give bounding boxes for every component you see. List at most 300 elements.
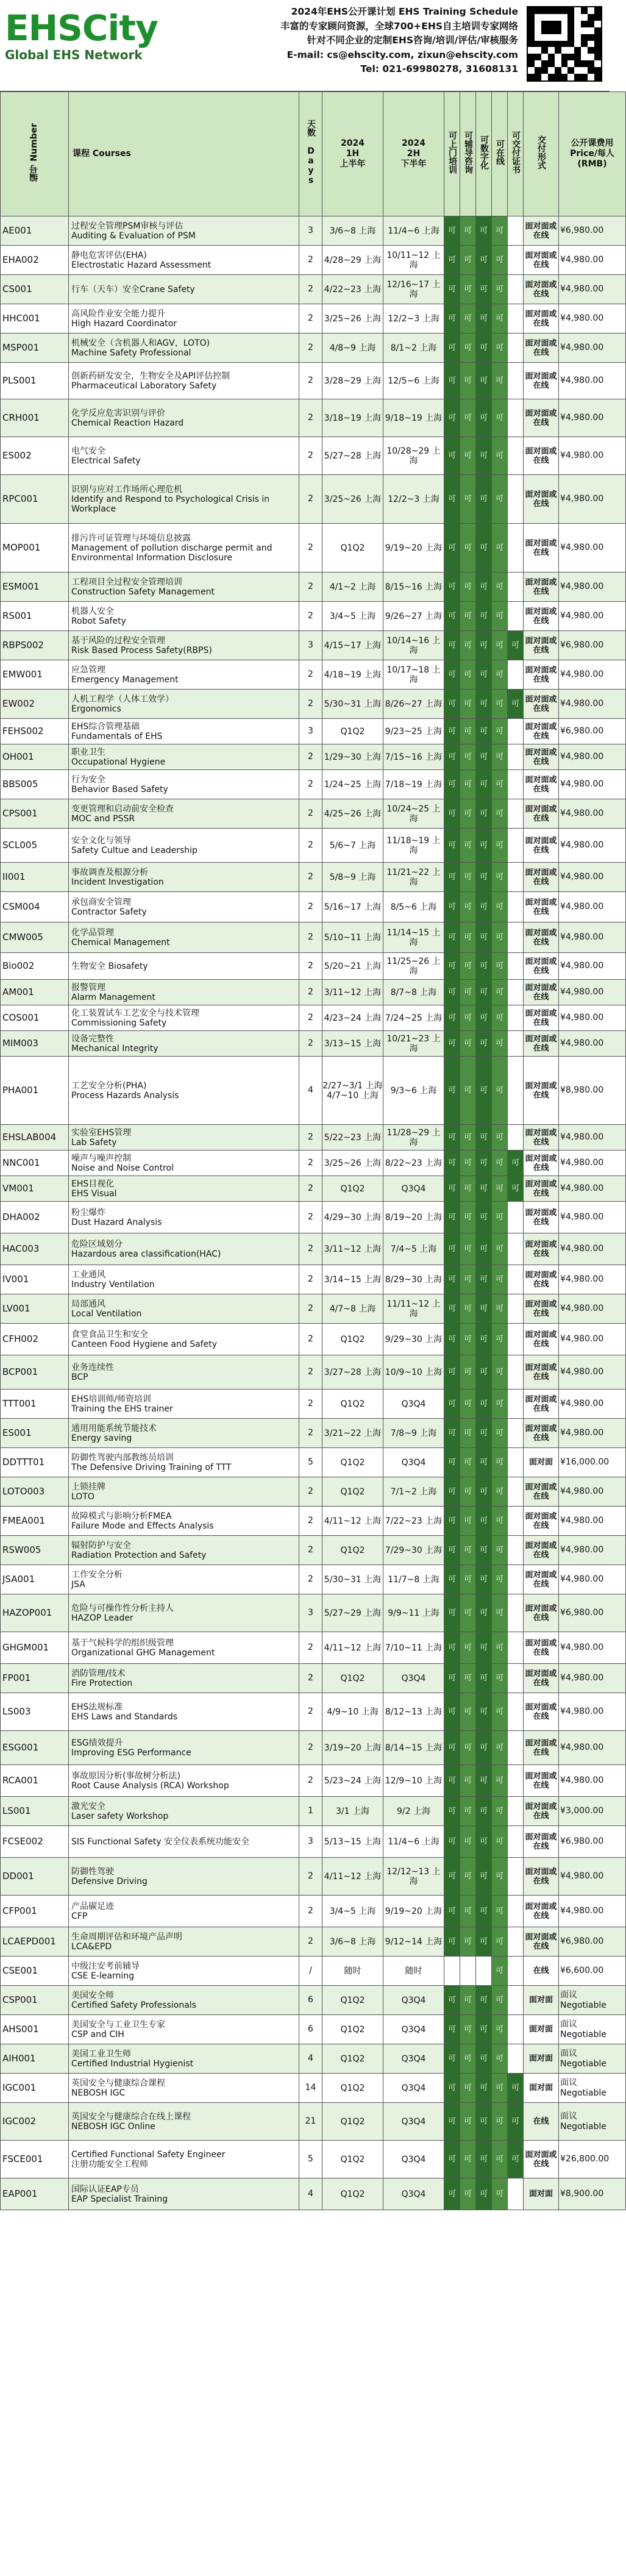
course-code: CS001 <box>1 275 69 304</box>
schedule-2h: 7/24~25 上海 <box>383 1005 444 1031</box>
course-name-en: EHS Laws and Standards <box>71 1711 178 1722</box>
delivery-mode: 面对面或在线 <box>524 275 559 304</box>
course-price: ¥6,600.00 <box>559 1957 626 1986</box>
course-name-cn: 工程项目全过程安全管理培训 <box>71 577 182 587</box>
flag-online: 可 <box>492 1664 508 1693</box>
flag-online: 可 <box>492 1594 508 1632</box>
course-price: ¥4,980.00 <box>559 304 626 334</box>
schedule-2h: 10/21~23 上海 <box>383 1031 444 1057</box>
flag-digital: 可 <box>476 1390 492 1419</box>
flag-digital: 可 <box>476 573 492 602</box>
flag-certificate <box>508 980 524 1005</box>
schedule-title: 2024年EHS公开课计划 EHS Training Schedule <box>291 6 518 17</box>
schedule-1h: Q1Q2 <box>322 524 383 573</box>
flag-online: 可 <box>492 2074 508 2103</box>
flag-consulting: 可 <box>460 922 476 953</box>
course-days: 14 <box>299 2074 322 2103</box>
flag-onsite: 可 <box>444 1355 460 1390</box>
col-header-digital: 可数字化 <box>476 92 492 216</box>
schedule-1h: 5/20~21 上海 <box>322 953 383 980</box>
flag-online: 可 <box>492 275 508 304</box>
flag-digital: 可 <box>476 1419 492 1448</box>
course-days: 2 <box>299 1176 322 1202</box>
course-name-cn: 产品碳足迹 <box>71 1901 114 1911</box>
course-name-en: Fire Protection <box>71 1678 133 1688</box>
course-days: 2 <box>299 829 322 863</box>
schedule-2h: Q3Q4 <box>383 1448 444 1477</box>
flag-consulting: 可 <box>460 437 476 475</box>
flag-digital: 可 <box>476 953 492 980</box>
flag-digital: 可 <box>476 1797 492 1826</box>
course-name-cn: 英国安全与健康综合课程 <box>71 2078 165 2088</box>
course-name-en: Emergency Management <box>71 674 179 685</box>
course-code: RS001 <box>1 602 69 631</box>
course-price: ¥16,000.00 <box>559 1448 626 1477</box>
schedule-1h: 3/25~26 上海 <box>322 304 383 334</box>
flag-consulting: 可 <box>460 475 476 524</box>
flag-digital: 可 <box>476 1324 492 1355</box>
schedule-1h: Q1Q2 <box>322 1664 383 1693</box>
flag-digital: 可 <box>476 1355 492 1390</box>
table-row <box>1 573 626 602</box>
course-days: 2 <box>299 744 322 770</box>
course-days: 21 <box>299 2103 322 2141</box>
schedule-1h: 5/10~11 上海 <box>322 922 383 953</box>
course-code: IV001 <box>1 1265 69 1294</box>
schedule-1h: Q1Q2 <box>322 2015 383 2044</box>
flag-consulting: 可 <box>460 216 476 246</box>
schedule-1h: 4/7~8 上海 <box>322 1294 383 1324</box>
delivery-mode: 面对面或在线 <box>524 334 559 363</box>
course-code: GHGM001 <box>1 1632 69 1664</box>
schedule-2h: 10/14~16 上海 <box>383 631 444 660</box>
course-code: DDTTT01 <box>1 1448 69 1477</box>
course-name-cn: 职业卫生 <box>71 747 105 757</box>
delivery-mode: 面对面或在线 <box>524 1294 559 1324</box>
course-name-cn: 英国安全与健康综合在线上课程 <box>71 2111 191 2122</box>
schedule-1h: 3/6~8 上海 <box>322 216 383 246</box>
flag-certificate <box>508 1233 524 1265</box>
logo-subtitle: Global EHS Network <box>5 48 143 62</box>
course-code: BCP001 <box>1 1355 69 1390</box>
course-name <box>69 1448 299 1477</box>
delivery-mode: 面对面或在线 <box>524 1477 559 1507</box>
delivery-mode: 面对面或在线 <box>524 719 559 744</box>
course-name-en: Occupational Hygiene <box>71 757 166 767</box>
flag-onsite: 可 <box>444 2103 460 2141</box>
col-header-delivery: 交付形式 <box>524 92 559 216</box>
flag-consulting: 可 <box>460 1986 476 2015</box>
course-name-en: EAP Specialist Training <box>71 2194 168 2204</box>
flag-online: 可 <box>492 1957 508 1986</box>
flag-online: 可 <box>492 1057 508 1125</box>
flag-onsite: 可 <box>444 1536 460 1565</box>
flag-online: 可 <box>492 719 508 744</box>
flag-consulting: 可 <box>460 573 476 602</box>
course-name-en: Construction Safety Management <box>71 587 215 597</box>
course-days: 2 <box>299 1031 322 1057</box>
table-row <box>1 275 626 304</box>
flag-onsite: 可 <box>444 2044 460 2074</box>
flag-online: 可 <box>492 863 508 892</box>
course-name-cn: Certified Functional Safety Engineer <box>71 2149 226 2160</box>
flag-onsite: 可 <box>444 980 460 1005</box>
table-row <box>1 246 626 275</box>
delivery-mode: 面对面或在线 <box>524 770 559 799</box>
flag-digital: 可 <box>476 1057 492 1125</box>
course-price: ¥8,980.00 <box>559 1057 626 1125</box>
course-code: FEHS002 <box>1 719 69 744</box>
course-name-en: NEBOSH IGC Online <box>71 2121 155 2132</box>
course-name <box>69 631 299 660</box>
schedule-2h: 11/14~15 上海 <box>383 922 444 953</box>
flag-onsite: 可 <box>444 216 460 246</box>
flag-consulting: 可 <box>460 829 476 863</box>
table-row <box>1 1826 626 1858</box>
course-price: 面议 Negotiable <box>559 2015 626 2044</box>
course-name <box>69 363 299 399</box>
flag-digital: 可 <box>476 1233 492 1265</box>
schedule-2h: 10/24~25 上海 <box>383 799 444 829</box>
schedule-2h: Q3Q4 <box>383 1390 444 1419</box>
table-row <box>1 2103 626 2141</box>
course-name <box>69 1986 299 2015</box>
table-row <box>1 1005 626 1031</box>
flag-online: 可 <box>492 399 508 437</box>
flag-onsite: 可 <box>444 2141 460 2178</box>
flag-onsite: 可 <box>444 1927 460 1957</box>
course-name <box>69 770 299 799</box>
table-row <box>1 922 626 953</box>
course-name <box>69 1005 299 1031</box>
schedule-2h: 8/26~27 上海 <box>383 690 444 719</box>
course-name-cn: 安全文化与领导 <box>71 835 131 846</box>
course-code: AE001 <box>1 216 69 246</box>
course-days: 4 <box>299 2044 322 2074</box>
course-price: ¥4,980.00 <box>559 573 626 602</box>
course-price: ¥4,980.00 <box>559 275 626 304</box>
schedule-2h: 7/15~16 上海 <box>383 744 444 770</box>
course-price: ¥4,980.00 <box>559 922 626 953</box>
flag-digital: 可 <box>476 1664 492 1693</box>
table-row <box>1 829 626 863</box>
course-name-cn: 生物安全 Biosafety <box>71 961 148 971</box>
schedule-1h: 5/8~9 上海 <box>322 863 383 892</box>
col-header-days: 天数 Days <box>299 92 322 216</box>
flag-digital: 可 <box>476 1565 492 1594</box>
course-name <box>69 1565 299 1594</box>
course-name-cn: 识别与应对工作场所心理危机 <box>71 484 182 494</box>
schedule-1h: 3/25~26 上海 <box>322 475 383 524</box>
flag-certificate <box>508 1536 524 1565</box>
course-name-cn: 设备完整性 <box>71 1033 114 1044</box>
course-name <box>69 1419 299 1448</box>
table-row <box>1 1151 626 1176</box>
course-price: ¥4,980.00 <box>559 1632 626 1664</box>
flag-online: 可 <box>492 953 508 980</box>
schedule-2h: 7/29~30 上海 <box>383 1536 444 1565</box>
delivery-mode: 面对面或在线 <box>524 363 559 399</box>
course-name-cn: 美国工业卫生师 <box>71 2049 131 2059</box>
flag-online: 可 <box>492 1176 508 1202</box>
flag-onsite: 可 <box>444 1057 460 1125</box>
flag-onsite: 可 <box>444 892 460 922</box>
flag-digital: 可 <box>476 719 492 744</box>
course-days: 3 <box>299 1594 322 1632</box>
delivery-mode: 面对面或在线 <box>524 1125 559 1151</box>
flag-consulting: 可 <box>460 1294 476 1324</box>
course-name-en: Contractor Safety <box>71 907 147 917</box>
schedule-1h: 4/8~9 上海 <box>322 334 383 363</box>
schedule-1h: 3/4~5 上海 <box>322 602 383 631</box>
course-price: ¥4,980.00 <box>559 953 626 980</box>
flag-consulting: 可 <box>460 1858 476 1896</box>
course-name <box>69 980 299 1005</box>
course-price: ¥6,980.00 <box>559 719 626 744</box>
course-price: ¥4,980.00 <box>559 1565 626 1594</box>
course-name-en: Chemical Management <box>71 937 170 947</box>
flag-onsite: 可 <box>444 1693 460 1731</box>
course-days: 2 <box>299 1125 322 1151</box>
schedule-1h: 5/16~17 上海 <box>322 892 383 922</box>
flag-consulting: 可 <box>460 304 476 334</box>
flag-online: 可 <box>492 2178 508 2210</box>
flag-onsite: 可 <box>444 475 460 524</box>
flag-online: 可 <box>492 573 508 602</box>
course-days: 3 <box>299 1826 322 1858</box>
course-name <box>69 275 299 304</box>
flag-onsite: 可 <box>444 1826 460 1858</box>
flag-digital: 可 <box>476 334 492 363</box>
contact-email[interactable]: E-mail: cs@ehscity.com, zixun@ehscity.com <box>286 49 518 60</box>
course-name <box>69 1826 299 1858</box>
flag-consulting: 可 <box>460 799 476 829</box>
schedule-1h: 3/13~15 上海 <box>322 1031 383 1057</box>
table-row <box>1 1176 626 1202</box>
schedule-2h: 10/17~18 上海 <box>383 660 444 690</box>
delivery-mode: 面对面或在线 <box>524 1151 559 1176</box>
schedule-1h: 3/6~8 上海 <box>322 1927 383 1957</box>
flag-consulting: 可 <box>460 631 476 660</box>
course-name <box>69 573 299 602</box>
flag-consulting: 可 <box>460 524 476 573</box>
flag-digital: 可 <box>476 1265 492 1294</box>
flag-certificate <box>508 1826 524 1858</box>
schedule-1h: 4/22~23 上海 <box>322 275 383 304</box>
course-price: ¥4,980.00 <box>559 799 626 829</box>
course-name-cn: 化工装置试车工艺安全与技术管理 <box>71 1008 199 1018</box>
flag-digital: 可 <box>476 1927 492 1957</box>
schedule-2h: 12/5~6 上海 <box>383 363 444 399</box>
flag-consulting: 可 <box>460 1355 476 1390</box>
schedule-2h: 11/18~19 上海 <box>383 829 444 863</box>
flag-certificate <box>508 437 524 475</box>
delivery-mode: 面对面或在线 <box>524 1202 559 1233</box>
flag-online: 可 <box>492 1731 508 1765</box>
flag-consulting: 可 <box>460 1731 476 1765</box>
flag-onsite: 可 <box>444 1176 460 1202</box>
flag-certificate <box>508 1294 524 1324</box>
course-code: PHA001 <box>1 1057 69 1125</box>
flag-digital: 可 <box>476 1031 492 1057</box>
course-name <box>69 1265 299 1294</box>
flag-consulting: 可 <box>460 2044 476 2074</box>
flag-consulting: 可 <box>460 1031 476 1057</box>
course-name-cn: 应急管理 <box>71 665 105 675</box>
delivery-mode: 面对面或在线 <box>524 922 559 953</box>
flag-consulting: 可 <box>460 2015 476 2044</box>
flag-online: 可 <box>492 304 508 334</box>
delivery-mode: 面对面或在线 <box>524 1005 559 1031</box>
delivery-mode: 面对面或在线 <box>524 980 559 1005</box>
flag-certificate <box>508 2178 524 2210</box>
flag-consulting: 可 <box>460 1664 476 1693</box>
table-row <box>1 399 626 437</box>
table-row <box>1 1202 626 1233</box>
course-name <box>69 1536 299 1565</box>
course-name-cn: EHS目视化 <box>71 1179 115 1189</box>
flag-digital: 可 <box>476 1005 492 1031</box>
table-row <box>1 437 626 475</box>
course-name-en: Electrical Safety <box>71 455 141 466</box>
course-name-en: Root Cause Analysis (RCA) Workshop <box>71 1780 229 1791</box>
course-code: EHA002 <box>1 246 69 275</box>
course-name-cn: 国际认证EAP专员 <box>71 2184 139 2194</box>
flag-consulting: 可 <box>460 1826 476 1858</box>
flag-online: 可 <box>492 744 508 770</box>
flag-online: 可 <box>492 660 508 690</box>
flag-online: 可 <box>492 1448 508 1477</box>
course-price: ¥4,980.00 <box>559 1125 626 1151</box>
flag-certificate <box>508 1594 524 1632</box>
flag-digital: 可 <box>476 922 492 953</box>
delivery-mode: 面对面或在线 <box>524 1057 559 1125</box>
course-name-en: Lab Safety <box>71 1137 117 1147</box>
schedule-2h: 7/10~11 上海 <box>383 1632 444 1664</box>
course-name-en: Behavior Based Safety <box>71 784 168 794</box>
flag-consulting <box>460 1957 476 1986</box>
course-name <box>69 1390 299 1419</box>
course-price: ¥4,980.00 <box>559 475 626 524</box>
course-name <box>69 1693 299 1731</box>
course-days: 2 <box>299 437 322 475</box>
flag-certificate <box>508 953 524 980</box>
course-name-cn: ESG绩效提升 <box>71 1738 123 1748</box>
schedule-2h: 9/19~20 上海 <box>383 1896 444 1927</box>
flag-consulting: 可 <box>460 1233 476 1265</box>
flag-consulting: 可 <box>460 246 476 275</box>
table-row <box>1 1125 626 1151</box>
delivery-mode: 面对面或在线 <box>524 573 559 602</box>
course-name-cn: 事故原因分析(事故树分析法) <box>71 1771 180 1781</box>
course-name-cn: 高风险作业安全能力提升 <box>71 309 165 319</box>
course-name-cn: 化学反应危害识别与评价 <box>71 408 165 418</box>
course-price: ¥4,980.00 <box>559 1031 626 1057</box>
course-days: 2 <box>299 1151 322 1176</box>
flag-consulting: 可 <box>460 1390 476 1419</box>
flag-online: 可 <box>492 1355 508 1390</box>
flag-online: 可 <box>492 1125 508 1151</box>
flag-online: 可 <box>492 829 508 863</box>
course-name-en: Failure Mode and Effects Analysis <box>71 1521 214 1531</box>
course-price: ¥4,980.00 <box>559 892 626 922</box>
course-code: LCAEPD001 <box>1 1927 69 1957</box>
col-header-course: 课程 Courses <box>69 92 299 216</box>
flag-certificate <box>508 1632 524 1664</box>
flag-consulting: 可 <box>460 1765 476 1797</box>
table-row <box>1 334 626 363</box>
course-name <box>69 1202 299 1233</box>
flag-online: 可 <box>492 363 508 399</box>
delivery-mode: 面对面或在线 <box>524 953 559 980</box>
schedule-2h: 9/12~14 上海 <box>383 1927 444 1957</box>
table-row <box>1 2044 626 2074</box>
flag-onsite: 可 <box>444 2074 460 2103</box>
flag-onsite: 可 <box>444 573 460 602</box>
delivery-mode: 面对面或在线 <box>524 1632 559 1664</box>
course-days: 2 <box>299 334 322 363</box>
flag-onsite: 可 <box>444 631 460 660</box>
schedule-body <box>1 216 626 2210</box>
flag-online: 可 <box>492 1632 508 1664</box>
flag-online: 可 <box>492 2103 508 2141</box>
flag-digital: 可 <box>476 2015 492 2044</box>
course-days: 2 <box>299 524 322 573</box>
flag-onsite: 可 <box>444 660 460 690</box>
course-name <box>69 799 299 829</box>
flag-online: 可 <box>492 246 508 275</box>
flag-certificate <box>508 1477 524 1507</box>
course-name <box>69 1858 299 1896</box>
course-name-cn: 行为安全 <box>71 774 105 785</box>
flag-online: 可 <box>492 475 508 524</box>
col-header-online: 可在线 <box>492 92 508 216</box>
course-days: 2 <box>299 246 322 275</box>
flag-consulting: 可 <box>460 1202 476 1233</box>
course-name-cn: 美国安全师 <box>71 1990 114 2000</box>
flag-onsite: 可 <box>444 1448 460 1477</box>
schedule-2h: 9/26~27 上海 <box>383 602 444 631</box>
flag-certificate <box>508 1448 524 1477</box>
flag-digital: 可 <box>476 1765 492 1797</box>
flag-consulting: 可 <box>460 1536 476 1565</box>
delivery-mode: 面对面或在线 <box>524 1826 559 1858</box>
flag-digital: 可 <box>476 1176 492 1202</box>
schedule-1h: Q1Q2 <box>322 1986 383 2015</box>
flag-certificate <box>508 1390 524 1419</box>
flag-digital: 可 <box>476 1507 492 1536</box>
course-days: 3 <box>299 631 322 660</box>
course-name-en: Industry Ventilation <box>71 1279 155 1290</box>
course-name-en: Robot Safety <box>71 616 126 626</box>
schedule-2h: 7/18~19 上海 <box>383 770 444 799</box>
course-name <box>69 892 299 922</box>
course-code: CSE001 <box>1 1957 69 1986</box>
course-name <box>69 1664 299 1693</box>
flag-onsite: 可 <box>444 799 460 829</box>
course-name-cn: EHS培训师/师资培训 <box>71 1394 151 1404</box>
course-price: ¥4,980.00 <box>559 1151 626 1176</box>
flag-certificate <box>508 275 524 304</box>
flag-consulting: 可 <box>460 770 476 799</box>
course-name <box>69 475 299 524</box>
course-days: 2 <box>299 1477 322 1507</box>
table-row <box>1 1324 626 1355</box>
course-name-en: Chemical Reaction Hazard <box>71 418 184 428</box>
course-name <box>69 2103 299 2141</box>
course-name-cn: 工业通风 <box>71 1269 105 1280</box>
course-name-en: Electrostatic Hazard Assessment <box>71 260 212 270</box>
